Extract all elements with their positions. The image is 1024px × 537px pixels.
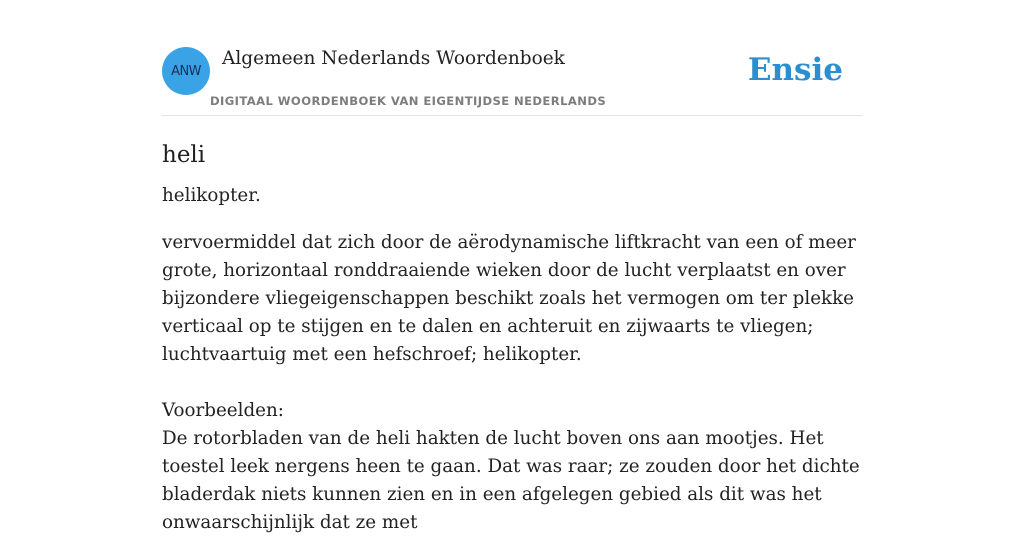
dictionary-subtitle: DIGITAAL WOORDENBOEK VAN EIGENTIJDSE NEDERLANDS: [210, 94, 607, 108]
examples: [162, 397, 862, 537]
header: [162, 46, 862, 116]
ensie-brand-link[interactable]: Ensie: [747, 52, 843, 88]
example-text: De rotorbladen van de heli hakten de lucht boven ons aan mootjes. Het toestel leek nergens heen te gaan. Dat was raar; ze zouden door het dichte bladerdak niets kunnen zien en in een afgelegen gebied als dit was het onwaarschijnlijk dat ze met: [162, 428, 860, 533]
dictionary-title[interactable]: Algemeen Nederlands Woordenboek: [222, 48, 565, 69]
anw-logo[interactable]: [162, 47, 210, 95]
headword: heli: [162, 142, 206, 168]
examples-label: Voorbeelden:: [162, 400, 284, 421]
page: [162, 0, 862, 537]
short-definition: helikopter.: [162, 185, 261, 206]
entry-content: [162, 182, 862, 537]
anw-logo-text: ANW: [171, 63, 201, 79]
definition: vervoermiddel dat zich door de aërodynamische liftkracht van een of meer grote, horizontaal ronddraaiende wieken door de lucht verplaatst en over bijzondere vliegeigenschappen beschikt zoals het vermogen om ter plekke verticaal op te stijgen en te dalen en achteruit en zijwaarts te vliegen; luchtvaartuig met een hefschroef; helikopter.: [162, 232, 856, 365]
